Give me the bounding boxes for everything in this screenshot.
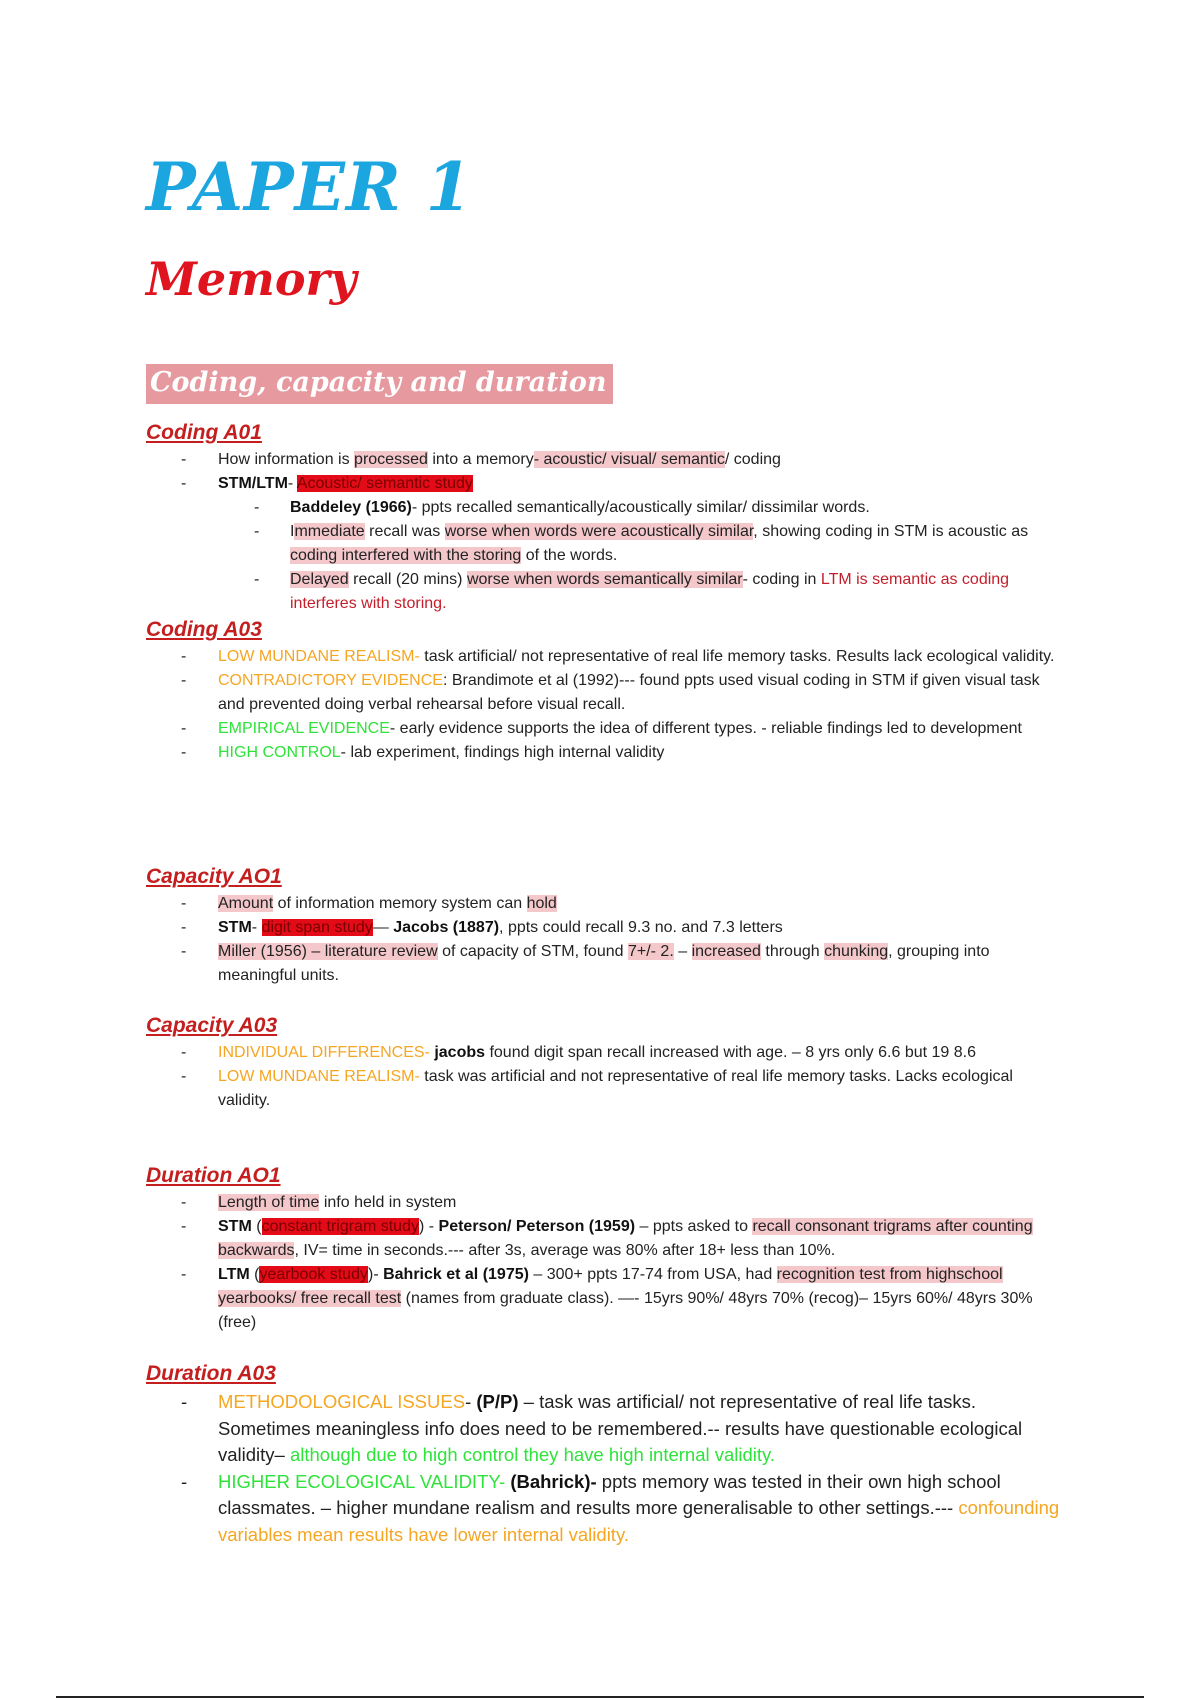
text-run: (names from graduate class). —- 15yrs 90%/ 48yrs 70% (recog)– 15yrs 60%/ 48yrs 30% (free) <box>218 1290 1033 1331</box>
text-run: I <box>290 523 295 540</box>
bullet-list <box>146 645 1066 765</box>
section-duration-ao1 <box>146 1163 1066 1335</box>
text-run: / coding <box>724 451 781 468</box>
text-run: HIGHER ECOLOGICAL VALIDITY- <box>218 1470 506 1492</box>
bullet-list <box>146 448 1066 616</box>
topic-banner: Coding, capacity and duration <box>146 364 613 404</box>
text-run: recognition test from highschool yearbooks/ free recall test <box>218 1266 1003 1307</box>
text-run: ppts memory was tested in their own high school classmates. – higher mundane realism and results more generalisable to other settings.--- <box>218 1470 1001 1518</box>
text-run: INDIVIDUAL DIFFERENCES- <box>218 1044 430 1061</box>
bullet-list <box>146 1041 1066 1113</box>
text-run: although due to high control they have high internal validity. <box>289 1444 776 1465</box>
list-item <box>146 892 1066 916</box>
page-title: PAPER 1 <box>146 148 473 226</box>
text-run: through <box>760 943 825 960</box>
page-subtitle: Memory <box>146 252 357 306</box>
list-item <box>146 1263 1066 1335</box>
text-run: into a memory <box>427 451 534 468</box>
text-run: Miller (1956) – literature review <box>218 943 438 960</box>
section-duration-ao3 <box>146 1361 1066 1548</box>
text-run: worse when words were acoustically similar <box>444 523 754 540</box>
list-item <box>146 472 1066 496</box>
text-run: found digit span recall increased with age. – 8 yrs only 6.6 but 19 8.6 <box>485 1044 976 1061</box>
text-run: STM/LTM <box>218 475 288 492</box>
text-run: , showing coding in STM is acoustic as <box>753 523 1029 540</box>
text-run: – task was artificial/ not representative of real life tasks. Sometimes meaningless info does need to be remembered.-- results have questionable ecological validity– <box>218 1391 1023 1465</box>
section-capacity-ao3 <box>146 1013 1066 1113</box>
list-item <box>146 1041 1066 1065</box>
list-item <box>146 520 1066 568</box>
list-item <box>146 1389 1066 1469</box>
section-heading: Duration AO1 <box>146 1164 281 1187</box>
text-run: – <box>673 943 692 960</box>
section-heading: Capacity AO1 <box>146 865 282 888</box>
text-run: LOW MUNDANE REALISM- <box>218 648 420 665</box>
section-coding-ao1 <box>146 420 1066 616</box>
text-run: - coding in <box>742 571 821 588</box>
text-run: digit span study <box>261 919 373 936</box>
text-run: Length of time <box>218 1194 320 1211</box>
text-run: )- <box>367 1266 384 1283</box>
text-run: processed <box>354 451 428 468</box>
text-run: , ppts could recall 9.3 no. and 7.3 letters <box>499 919 783 936</box>
text-run: recall was <box>364 523 445 540</box>
text-run: recall (20 mins) <box>348 571 467 588</box>
list-item <box>146 448 1066 472</box>
text-run: ( <box>249 1266 260 1283</box>
list-item <box>146 1065 1066 1113</box>
text-run: CONTRADICTORY EVIDENCE <box>218 672 443 689</box>
text-run: - <box>465 1391 477 1412</box>
section-heading: Coding A01 <box>146 421 262 444</box>
text-run: – ppts asked to <box>635 1218 753 1235</box>
text-run: task was artificial and not representative of real life memory tasks. Lacks ecological validity. <box>218 1068 1013 1109</box>
list-item <box>146 717 1066 741</box>
text-run: EMPIRICAL EVIDENCE <box>218 720 390 737</box>
list-item <box>146 669 1066 717</box>
section-coding-ao3 <box>146 617 1066 765</box>
text-run: HIGH CONTROL <box>218 744 341 761</box>
text-run: mmediate <box>294 523 365 540</box>
list-item <box>146 1191 1066 1215</box>
text-run: ) - <box>418 1218 439 1235</box>
text-run: - <box>287 475 297 492</box>
text-run: - ppts recalled semantically/acoustically similar/ dissimilar words. <box>411 499 870 516</box>
text-run: - acoustic/ visual/ semantic <box>533 451 725 468</box>
text-run: yearbook study <box>259 1266 368 1283</box>
text-run: How information is <box>218 451 355 468</box>
list-item <box>146 916 1066 940</box>
list-item <box>146 645 1066 669</box>
text-run: – 300+ ppts 17-74 from USA, had <box>528 1266 777 1283</box>
bullet-list <box>146 892 1066 988</box>
text-run: Delayed <box>290 571 349 588</box>
text-run: LOW MUNDANE REALISM- <box>218 1068 420 1085</box>
text-run: LTM is semantic as coding interferes with storing. <box>290 571 1010 612</box>
text-run: task artificial/ not representative of real life memory tasks. Results lack ecological validity. <box>419 648 1055 665</box>
text-run: increased <box>691 943 761 960</box>
text-run: recall consonant trigrams after counting backwards <box>218 1218 1033 1259</box>
text-run: (Bahrick)- <box>510 1470 597 1492</box>
text-run: coding interfered with the storing <box>290 547 522 564</box>
section-capacity-ao1 <box>146 864 1066 988</box>
text-run: - <box>251 919 262 936</box>
text-run: Baddeley (1966) <box>290 499 412 516</box>
text-run: METHODOLOGICAL ISSUES <box>218 1391 466 1412</box>
page-bottom-rule <box>56 1696 1144 1698</box>
list-item <box>146 940 1066 988</box>
list-item <box>146 568 1066 616</box>
text-run: 7+/- 2. <box>627 943 674 960</box>
text-run: ( <box>251 1218 262 1235</box>
text-run: of the words. <box>521 547 618 564</box>
text-run: Bahrick et al (1975) <box>383 1266 529 1283</box>
text-run: worse when words semantically similar <box>466 571 743 588</box>
text-run: Acoustic/ semantic study <box>296 475 473 492</box>
text-run: hold <box>526 895 557 912</box>
text-run: info held in system <box>319 1194 457 1211</box>
text-run: : Brandimote et al (1992)--- found ppts used visual coding in STM if given visual task and prevented doing verbal rehearsal before visual recall. <box>218 672 1040 713</box>
text-run: confounding variables mean results have lower internal validity. <box>218 1497 1060 1545</box>
list-item <box>146 1469 1066 1549</box>
text-run: of capacity of STM, found <box>437 943 628 960</box>
text-run: — <box>372 919 394 936</box>
text-run: STM <box>218 1218 252 1235</box>
text-run: constant trigram study <box>261 1218 419 1235</box>
text-run: STM <box>218 919 252 936</box>
text-run: - lab experiment, findings high internal validity <box>340 744 665 761</box>
text-run: , grouping into meaningful units. <box>218 943 990 984</box>
text-run: - early evidence supports the idea of different types. - reliable findings led to development <box>389 720 1022 737</box>
text-run: Amount <box>218 895 274 912</box>
list-item <box>146 496 1066 520</box>
section-heading: Coding A03 <box>146 618 262 641</box>
text-run: Jacobs (1887) <box>393 919 500 936</box>
section-heading: Duration A03 <box>146 1362 276 1385</box>
text-run: chunking <box>824 943 889 960</box>
section-heading: Capacity A03 <box>146 1014 278 1037</box>
list-item <box>146 741 1066 765</box>
text-run: jacobs <box>434 1044 486 1061</box>
bullet-list <box>146 1389 1066 1548</box>
text-run: (P/P) <box>476 1391 519 1412</box>
bullet-list <box>146 1191 1066 1335</box>
text-run: , IV= time in seconds.--- after 3s, average was 80% after 18+ less than 10%. <box>294 1242 836 1259</box>
list-item <box>146 1215 1066 1263</box>
text-run: LTM <box>218 1266 250 1283</box>
text-run: Peterson/ Peterson (1959) <box>438 1218 636 1235</box>
text-run: of information memory system can <box>273 895 527 912</box>
